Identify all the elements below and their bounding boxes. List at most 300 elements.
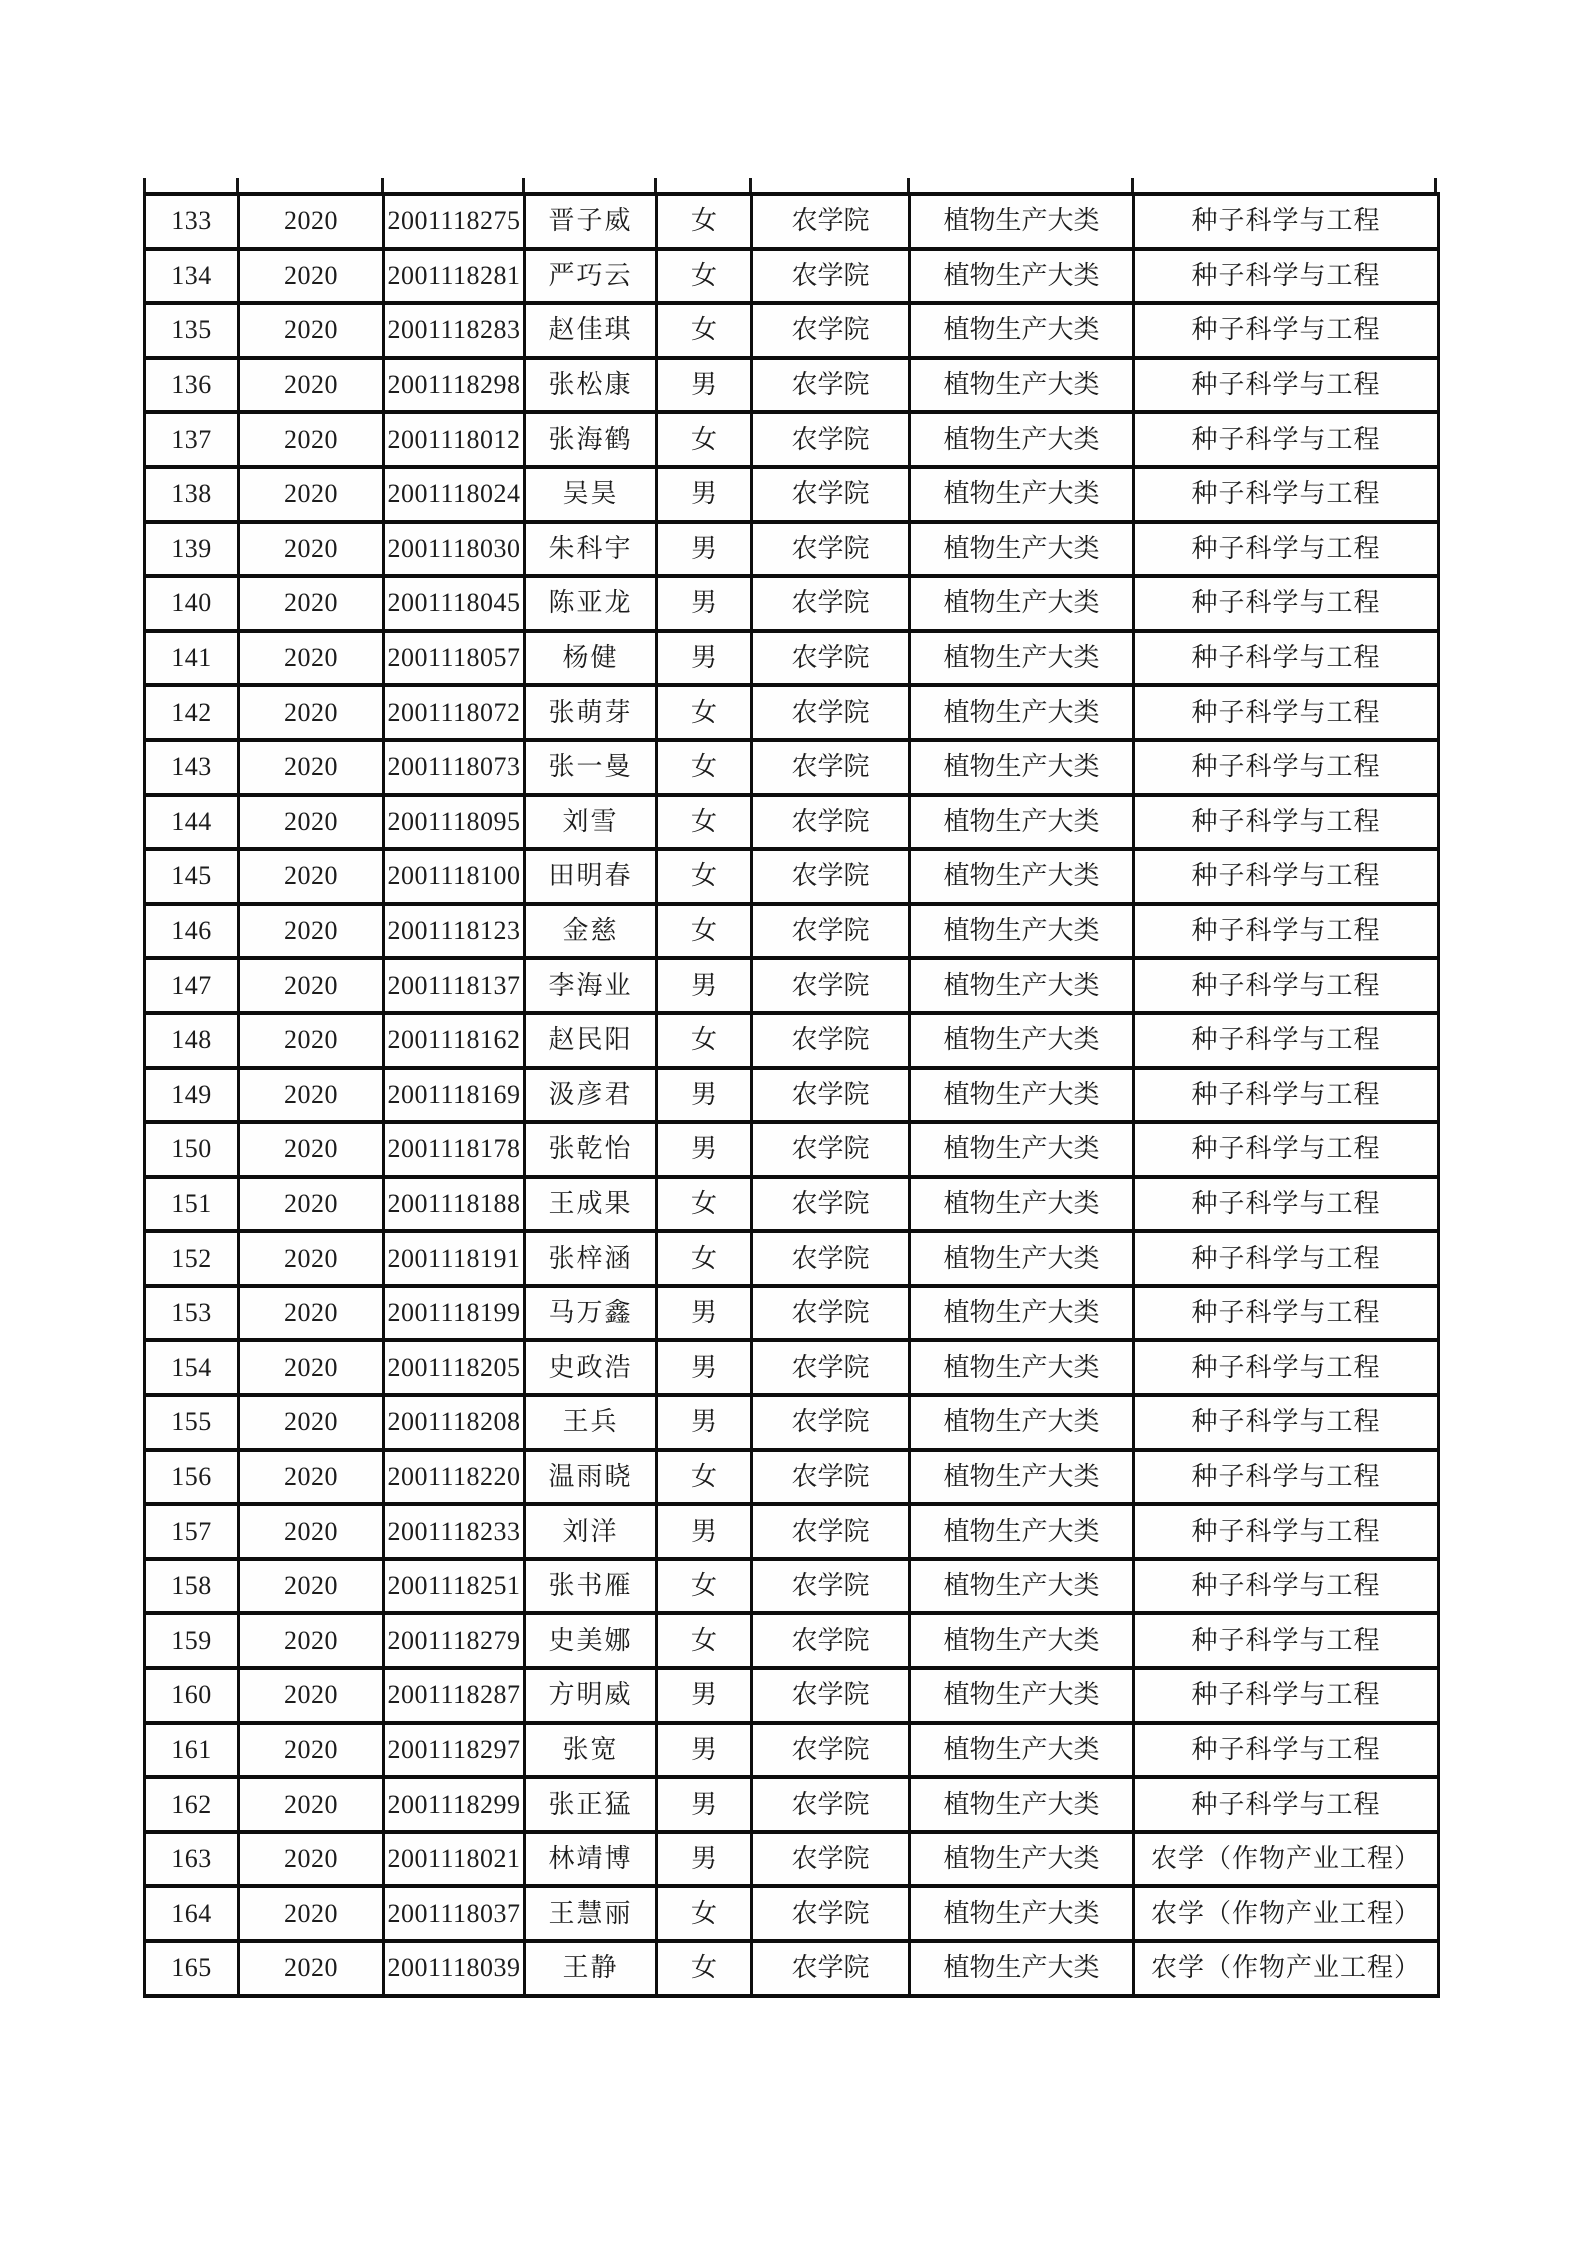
- cell-gender: 男: [657, 1832, 752, 1887]
- cell-no: 146: [145, 904, 239, 959]
- cell-student-id: 2001118100: [384, 849, 525, 904]
- cell-category: 植物生产大类: [910, 685, 1134, 740]
- cell-no: 145: [145, 849, 239, 904]
- cell-year: 2020: [239, 631, 384, 686]
- cell-student-id: 2001118205: [384, 1340, 525, 1395]
- cell-no: 159: [145, 1613, 239, 1668]
- cell-name: 陈亚龙: [525, 576, 657, 631]
- cell-college: 农学院: [752, 685, 910, 740]
- cell-college: 农学院: [752, 740, 910, 795]
- cell-student-id: 2001118024: [384, 467, 525, 522]
- cell-gender: 男: [657, 1286, 752, 1341]
- cell-college: 农学院: [752, 1559, 910, 1614]
- cell-name: 张一曼: [525, 740, 657, 795]
- cell-college: 农学院: [752, 1286, 910, 1341]
- cell-gender: 女: [657, 1886, 752, 1941]
- cell-major: 种子科学与工程: [1134, 795, 1439, 850]
- table-row: [145, 958, 1439, 1013]
- cell-name: 张宽: [525, 1723, 657, 1778]
- cell-no: 143: [145, 740, 239, 795]
- cell-year: 2020: [239, 1068, 384, 1123]
- cell-major: 种子科学与工程: [1134, 1340, 1439, 1395]
- cell-gender: 男: [657, 358, 752, 413]
- cell-no: 139: [145, 522, 239, 577]
- cell-name: 张乾怡: [525, 1122, 657, 1177]
- cell-name: 张书雁: [525, 1559, 657, 1614]
- cell-student-id: 2001118220: [384, 1450, 525, 1505]
- table-row: [145, 249, 1439, 304]
- student-roster-body: [145, 194, 1439, 1996]
- cell-name: 汲彦君: [525, 1068, 657, 1123]
- table-row: [145, 412, 1439, 467]
- cell-major: 农学（作物产业工程）: [1134, 1886, 1439, 1941]
- cell-category: 植物生产大类: [910, 1941, 1134, 1996]
- cell-college: 农学院: [752, 1723, 910, 1778]
- cell-name: 张萌芽: [525, 685, 657, 740]
- table-row: [145, 467, 1439, 522]
- cell-college: 农学院: [752, 849, 910, 904]
- cell-name: 赵佳琪: [525, 303, 657, 358]
- table-row: [145, 1886, 1439, 1941]
- cell-category: 植物生产大类: [910, 1668, 1134, 1723]
- cell-name: 杨健: [525, 631, 657, 686]
- cell-major: 种子科学与工程: [1134, 1613, 1439, 1668]
- cell-student-id: 2001118072: [384, 685, 525, 740]
- cell-name: 田明春: [525, 849, 657, 904]
- cell-no: 155: [145, 1395, 239, 1450]
- cell-student-id: 2001118281: [384, 249, 525, 304]
- cell-no: 152: [145, 1231, 239, 1286]
- cell-major: 种子科学与工程: [1134, 194, 1439, 249]
- table-row: [145, 1068, 1439, 1123]
- cell-college: 农学院: [752, 958, 910, 1013]
- cell-category: 植物生产大类: [910, 1395, 1134, 1450]
- cell-student-id: 2001118299: [384, 1777, 525, 1832]
- cell-name: 刘雪: [525, 795, 657, 850]
- cell-major: 种子科学与工程: [1134, 958, 1439, 1013]
- cell-no: 161: [145, 1723, 239, 1778]
- cell-name: 吴昊: [525, 467, 657, 522]
- cell-no: 147: [145, 958, 239, 1013]
- table-row: [145, 904, 1439, 959]
- cell-year: 2020: [239, 303, 384, 358]
- cell-gender: 女: [657, 904, 752, 959]
- cell-category: 植物生产大类: [910, 303, 1134, 358]
- cell-name: 王兵: [525, 1395, 657, 1450]
- cell-no: 135: [145, 303, 239, 358]
- cell-year: 2020: [239, 958, 384, 1013]
- cell-no: 163: [145, 1832, 239, 1887]
- cell-category: 植物生产大类: [910, 249, 1134, 304]
- cell-student-id: 2001118162: [384, 1013, 525, 1068]
- cell-no: 153: [145, 1286, 239, 1341]
- cell-college: 农学院: [752, 1941, 910, 1996]
- cell-college: 农学院: [752, 358, 910, 413]
- cell-gender: 女: [657, 795, 752, 850]
- cell-year: 2020: [239, 1122, 384, 1177]
- table-row: [145, 1340, 1439, 1395]
- cell-college: 农学院: [752, 194, 910, 249]
- cell-college: 农学院: [752, 412, 910, 467]
- column-line-stub: [1434, 178, 1437, 192]
- table-row: [145, 1723, 1439, 1778]
- table-row: [145, 1450, 1439, 1505]
- cell-major: 种子科学与工程: [1134, 1395, 1439, 1450]
- cell-student-id: 2001118279: [384, 1613, 525, 1668]
- cell-college: 农学院: [752, 1777, 910, 1832]
- cell-major: 种子科学与工程: [1134, 1450, 1439, 1505]
- student-roster-table: [143, 192, 1440, 1998]
- cell-category: 植物生产大类: [910, 849, 1134, 904]
- cell-gender: 女: [657, 1941, 752, 1996]
- cell-year: 2020: [239, 1340, 384, 1395]
- table-row: [145, 1941, 1439, 1996]
- cell-year: 2020: [239, 412, 384, 467]
- table-row: [145, 849, 1439, 904]
- cell-category: 植物生产大类: [910, 1177, 1134, 1232]
- cell-category: 植物生产大类: [910, 1832, 1134, 1887]
- cell-no: 142: [145, 685, 239, 740]
- cell-major: 种子科学与工程: [1134, 303, 1439, 358]
- column-line-stub: [143, 178, 146, 192]
- cell-student-id: 2001118297: [384, 1723, 525, 1778]
- cell-student-id: 2001118233: [384, 1504, 525, 1559]
- cell-category: 植物生产大类: [910, 1122, 1134, 1177]
- cell-year: 2020: [239, 1013, 384, 1068]
- cell-name: 史美娜: [525, 1613, 657, 1668]
- cell-gender: 女: [657, 194, 752, 249]
- cell-student-id: 2001118123: [384, 904, 525, 959]
- cell-gender: 男: [657, 631, 752, 686]
- cell-category: 植物生产大类: [910, 958, 1134, 1013]
- cell-gender: 男: [657, 467, 752, 522]
- cell-no: 140: [145, 576, 239, 631]
- cell-category: 植物生产大类: [910, 1777, 1134, 1832]
- table-row: [145, 631, 1439, 686]
- cell-gender: 男: [657, 522, 752, 577]
- table-row: [145, 685, 1439, 740]
- table-row: [145, 1395, 1439, 1450]
- cell-major: 种子科学与工程: [1134, 1231, 1439, 1286]
- cell-category: 植物生产大类: [910, 412, 1134, 467]
- cell-year: 2020: [239, 467, 384, 522]
- table-row: [145, 522, 1439, 577]
- cell-no: 133: [145, 194, 239, 249]
- cell-no: 158: [145, 1559, 239, 1614]
- cell-student-id: 2001118199: [384, 1286, 525, 1341]
- cell-category: 植物生产大类: [910, 358, 1134, 413]
- cell-year: 2020: [239, 1395, 384, 1450]
- cell-gender: 男: [657, 1504, 752, 1559]
- cell-major: 种子科学与工程: [1134, 631, 1439, 686]
- cell-major: 农学（作物产业工程）: [1134, 1832, 1439, 1887]
- cell-major: 种子科学与工程: [1134, 740, 1439, 795]
- cell-name: 王成果: [525, 1177, 657, 1232]
- cell-major: 种子科学与工程: [1134, 576, 1439, 631]
- cell-major: 种子科学与工程: [1134, 1177, 1439, 1232]
- cell-no: 134: [145, 249, 239, 304]
- cell-college: 农学院: [752, 303, 910, 358]
- cell-year: 2020: [239, 1450, 384, 1505]
- cell-no: 138: [145, 467, 239, 522]
- cell-gender: 男: [657, 958, 752, 1013]
- cell-gender: 女: [657, 1450, 752, 1505]
- cell-year: 2020: [239, 522, 384, 577]
- cell-category: 植物生产大类: [910, 522, 1134, 577]
- cell-gender: 女: [657, 412, 752, 467]
- cell-name: 金慈: [525, 904, 657, 959]
- cell-college: 农学院: [752, 1613, 910, 1668]
- cell-student-id: 2001118012: [384, 412, 525, 467]
- cell-year: 2020: [239, 1777, 384, 1832]
- cell-year: 2020: [239, 1723, 384, 1778]
- cell-student-id: 2001118037: [384, 1886, 525, 1941]
- cell-name: 张海鹤: [525, 412, 657, 467]
- column-line-stub: [236, 178, 239, 192]
- cell-gender: 女: [657, 685, 752, 740]
- cell-name: 温雨晓: [525, 1450, 657, 1505]
- cell-year: 2020: [239, 194, 384, 249]
- cell-gender: 女: [657, 1559, 752, 1614]
- cell-name: 晋子威: [525, 194, 657, 249]
- cell-gender: 男: [657, 1668, 752, 1723]
- cell-college: 农学院: [752, 1068, 910, 1123]
- cell-year: 2020: [239, 849, 384, 904]
- cell-college: 农学院: [752, 1231, 910, 1286]
- column-line-stub: [907, 178, 910, 192]
- cell-college: 农学院: [752, 1013, 910, 1068]
- cell-major: 种子科学与工程: [1134, 1068, 1439, 1123]
- cell-no: 164: [145, 1886, 239, 1941]
- cell-major: 种子科学与工程: [1134, 1723, 1439, 1778]
- cell-major: 种子科学与工程: [1134, 1668, 1439, 1723]
- table-row: [145, 795, 1439, 850]
- cell-student-id: 2001118191: [384, 1231, 525, 1286]
- cell-year: 2020: [239, 1177, 384, 1232]
- table-row: [145, 1177, 1439, 1232]
- cell-student-id: 2001118283: [384, 303, 525, 358]
- cell-name: 马万鑫: [525, 1286, 657, 1341]
- column-line-stub: [749, 178, 752, 192]
- cell-category: 植物生产大类: [910, 1450, 1134, 1505]
- cell-name: 王静: [525, 1941, 657, 1996]
- cell-gender: 男: [657, 1122, 752, 1177]
- cell-category: 植物生产大类: [910, 1231, 1134, 1286]
- cell-college: 农学院: [752, 522, 910, 577]
- cell-no: 148: [145, 1013, 239, 1068]
- cell-year: 2020: [239, 1668, 384, 1723]
- table-row: [145, 1668, 1439, 1723]
- table-row: [145, 303, 1439, 358]
- column-line-stub: [381, 178, 384, 192]
- cell-category: 植物生产大类: [910, 795, 1134, 850]
- cell-name: 王慧丽: [525, 1886, 657, 1941]
- cell-college: 农学院: [752, 1177, 910, 1232]
- cell-no: 141: [145, 631, 239, 686]
- cell-major: 种子科学与工程: [1134, 849, 1439, 904]
- cell-major: 种子科学与工程: [1134, 522, 1439, 577]
- cell-name: 史政浩: [525, 1340, 657, 1395]
- cell-category: 植物生产大类: [910, 1723, 1134, 1778]
- cell-college: 农学院: [752, 1668, 910, 1723]
- cell-year: 2020: [239, 1941, 384, 1996]
- cell-gender: 女: [657, 1613, 752, 1668]
- cell-student-id: 2001118188: [384, 1177, 525, 1232]
- cell-name: 林靖博: [525, 1832, 657, 1887]
- cell-name: 张松康: [525, 358, 657, 413]
- cell-category: 植物生产大类: [910, 1286, 1134, 1341]
- cell-college: 农学院: [752, 1504, 910, 1559]
- cell-college: 农学院: [752, 467, 910, 522]
- cell-category: 植物生产大类: [910, 1340, 1134, 1395]
- cell-no: 157: [145, 1504, 239, 1559]
- cell-category: 植物生产大类: [910, 1613, 1134, 1668]
- table-row: [145, 1013, 1439, 1068]
- cell-student-id: 2001118137: [384, 958, 525, 1013]
- cell-year: 2020: [239, 1613, 384, 1668]
- cell-year: 2020: [239, 1559, 384, 1614]
- cell-student-id: 2001118073: [384, 740, 525, 795]
- cell-college: 农学院: [752, 904, 910, 959]
- cell-name: 刘洋: [525, 1504, 657, 1559]
- cell-major: 种子科学与工程: [1134, 412, 1439, 467]
- cell-no: 136: [145, 358, 239, 413]
- cell-student-id: 2001118021: [384, 1832, 525, 1887]
- cell-category: 植物生产大类: [910, 467, 1134, 522]
- table-row: [145, 1832, 1439, 1887]
- cell-student-id: 2001118030: [384, 522, 525, 577]
- table-row: [145, 1231, 1439, 1286]
- cell-year: 2020: [239, 1832, 384, 1887]
- cell-name: 李海业: [525, 958, 657, 1013]
- cell-category: 植物生产大类: [910, 904, 1134, 959]
- cell-no: 137: [145, 412, 239, 467]
- table-row: [145, 576, 1439, 631]
- cell-student-id: 2001118045: [384, 576, 525, 631]
- cell-major: 种子科学与工程: [1134, 358, 1439, 413]
- cell-name: 朱科宇: [525, 522, 657, 577]
- cell-student-id: 2001118039: [384, 1941, 525, 1996]
- cell-gender: 女: [657, 1231, 752, 1286]
- table-row: [145, 1613, 1439, 1668]
- cell-gender: 男: [657, 576, 752, 631]
- cell-year: 2020: [239, 685, 384, 740]
- cell-year: 2020: [239, 904, 384, 959]
- cell-name: 严巧云: [525, 249, 657, 304]
- cell-category: 植物生产大类: [910, 576, 1134, 631]
- cell-year: 2020: [239, 358, 384, 413]
- cell-college: 农学院: [752, 1395, 910, 1450]
- table-row: [145, 194, 1439, 249]
- cell-major: 种子科学与工程: [1134, 904, 1439, 959]
- cell-college: 农学院: [752, 795, 910, 850]
- cell-college: 农学院: [752, 1886, 910, 1941]
- cell-no: 144: [145, 795, 239, 850]
- cell-college: 农学院: [752, 1832, 910, 1887]
- cell-category: 植物生产大类: [910, 1504, 1134, 1559]
- cell-category: 植物生产大类: [910, 1068, 1134, 1123]
- cell-gender: 男: [657, 1723, 752, 1778]
- cell-category: 植物生产大类: [910, 1559, 1134, 1614]
- cell-name: 赵民阳: [525, 1013, 657, 1068]
- cell-college: 农学院: [752, 631, 910, 686]
- cell-student-id: 2001118095: [384, 795, 525, 850]
- cell-gender: 男: [657, 1068, 752, 1123]
- cell-category: 植物生产大类: [910, 740, 1134, 795]
- cell-college: 农学院: [752, 249, 910, 304]
- cell-no: 154: [145, 1340, 239, 1395]
- cell-year: 2020: [239, 795, 384, 850]
- table-row: [145, 740, 1439, 795]
- cell-no: 150: [145, 1122, 239, 1177]
- column-line-stub: [1131, 178, 1134, 192]
- cell-no: 156: [145, 1450, 239, 1505]
- cell-student-id: 2001118208: [384, 1395, 525, 1450]
- cell-major: 种子科学与工程: [1134, 1122, 1439, 1177]
- cell-student-id: 2001118251: [384, 1559, 525, 1614]
- table-row: [145, 1286, 1439, 1341]
- cell-major: 种子科学与工程: [1134, 685, 1439, 740]
- cell-major: 种子科学与工程: [1134, 1777, 1439, 1832]
- cell-year: 2020: [239, 576, 384, 631]
- cell-gender: 男: [657, 1395, 752, 1450]
- cell-year: 2020: [239, 1231, 384, 1286]
- cell-major: 种子科学与工程: [1134, 1559, 1439, 1614]
- table-row: [145, 1122, 1439, 1177]
- cell-student-id: 2001118169: [384, 1068, 525, 1123]
- cell-year: 2020: [239, 1886, 384, 1941]
- cell-gender: 男: [657, 1777, 752, 1832]
- cell-category: 植物生产大类: [910, 631, 1134, 686]
- cell-no: 162: [145, 1777, 239, 1832]
- cell-name: 方明威: [525, 1668, 657, 1723]
- cell-year: 2020: [239, 1286, 384, 1341]
- cell-no: 149: [145, 1068, 239, 1123]
- cell-gender: 女: [657, 303, 752, 358]
- cell-college: 农学院: [752, 1122, 910, 1177]
- cell-college: 农学院: [752, 576, 910, 631]
- cell-student-id: 2001118298: [384, 358, 525, 413]
- cell-category: 植物生产大类: [910, 194, 1134, 249]
- cell-category: 植物生产大类: [910, 1886, 1134, 1941]
- cell-no: 160: [145, 1668, 239, 1723]
- table-row: [145, 1559, 1439, 1614]
- table-row: [145, 1504, 1439, 1559]
- cell-student-id: 2001118178: [384, 1122, 525, 1177]
- cell-category: 植物生产大类: [910, 1013, 1134, 1068]
- cell-major: 农学（作物产业工程）: [1134, 1941, 1439, 1996]
- cell-major: 种子科学与工程: [1134, 467, 1439, 522]
- cell-college: 农学院: [752, 1340, 910, 1395]
- column-line-stub: [522, 178, 525, 192]
- cell-major: 种子科学与工程: [1134, 249, 1439, 304]
- cell-gender: 女: [657, 740, 752, 795]
- cell-major: 种子科学与工程: [1134, 1286, 1439, 1341]
- cell-college: 农学院: [752, 1450, 910, 1505]
- cell-no: 165: [145, 1941, 239, 1996]
- column-line-stub: [654, 178, 657, 192]
- cell-major: 种子科学与工程: [1134, 1013, 1439, 1068]
- cell-student-id: 2001118287: [384, 1668, 525, 1723]
- cell-gender: 女: [657, 849, 752, 904]
- cell-gender: 男: [657, 1340, 752, 1395]
- table-row: [145, 358, 1439, 413]
- cell-name: 张正猛: [525, 1777, 657, 1832]
- cell-major: 种子科学与工程: [1134, 1504, 1439, 1559]
- cell-year: 2020: [239, 249, 384, 304]
- cell-gender: 女: [657, 1177, 752, 1232]
- cell-gender: 女: [657, 249, 752, 304]
